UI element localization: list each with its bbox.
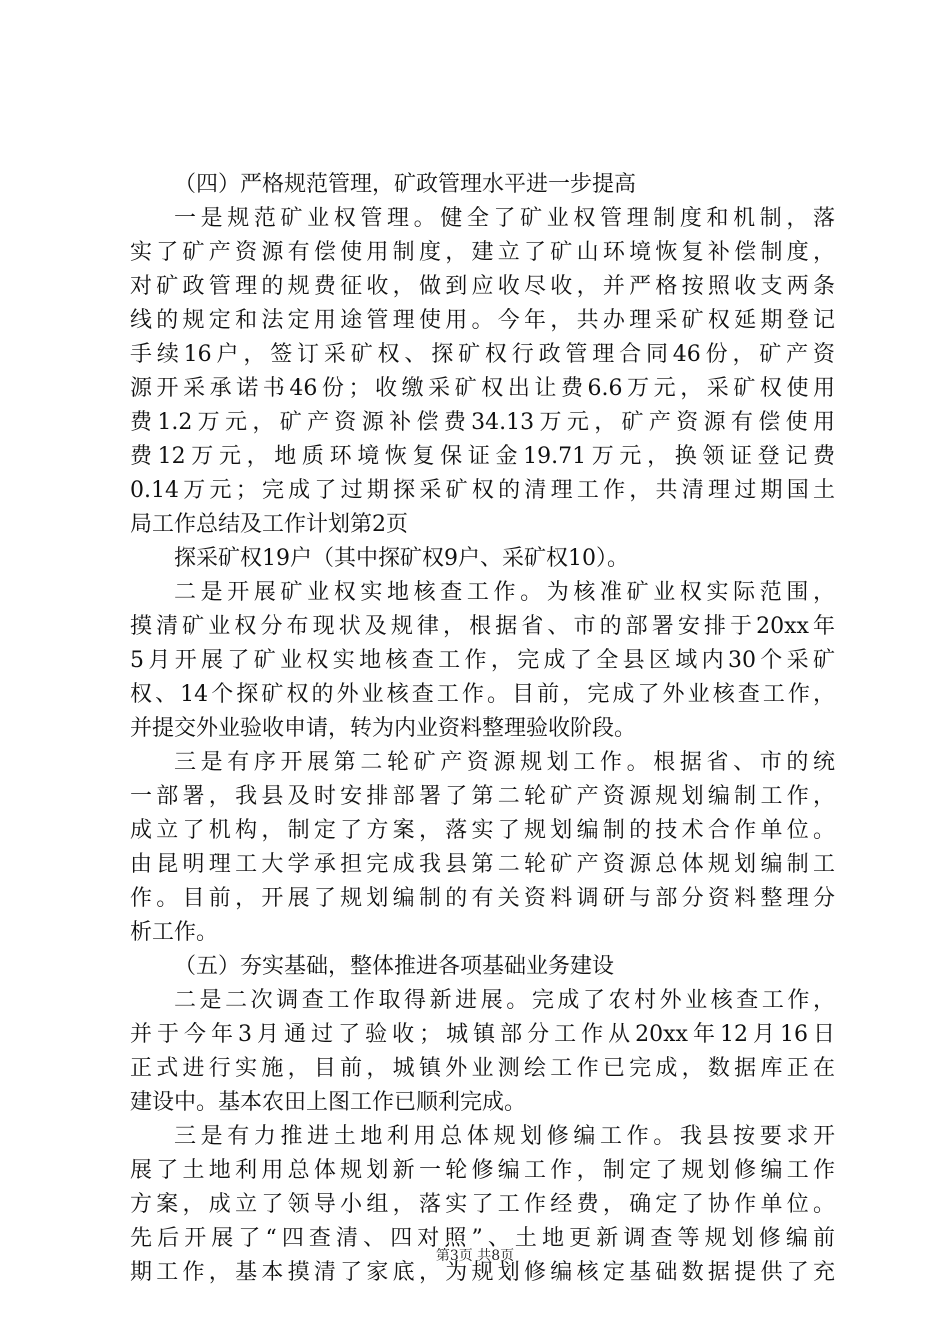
text-line: 先后开展了“四查清、四对照”、土地更新调查等规划修编前: [130, 1226, 835, 1251]
text-line: 展了土地利用总体规划新一轮修编工作，制定了规划修编工作: [130, 1158, 835, 1183]
text-line: 并提交外业验收申请，转为内业资料整理验收阶段。: [130, 716, 637, 741]
text-line: 一是规范矿业权管理。健全了矿业权管理制度和机制，落: [174, 206, 835, 231]
text-line: 三是有力推进土地利用总体规划修编工作。我县按要求开: [174, 1124, 835, 1149]
text-line: 权、14个探矿权的外业核查工作。目前，完成了外业核查工作，: [130, 682, 835, 707]
text-line: 手续16户，签订采矿权、探矿权行政管理合同46份，矿产资: [130, 342, 835, 367]
text-line: 析工作。: [130, 920, 219, 945]
text-line: （四）严格规范管理，矿政管理水平进一步提高: [174, 172, 637, 197]
text-line: （五）夯实基础，整体推进各项基础业务建设: [174, 954, 615, 979]
text-line: 费12万元，地质环境恢复保证金19.71万元，换领证登记费: [130, 444, 835, 469]
text-line: 源开采承诺书46份；收缴采矿权出让费6.6万元，采矿权使用: [130, 376, 835, 401]
text-line: 二是二次调查工作取得新进展。完成了农村外业核查工作，: [174, 988, 835, 1013]
text-line: 建设中。基本农田上图工作已顺利完成。: [130, 1090, 527, 1115]
text-line: 线的规定和法定用途管理使用。今年，共办理采矿权延期登记: [130, 308, 835, 333]
text-line: 实了矿产资源有偿使用制度，建立了矿山环境恢复补偿制度，: [130, 240, 835, 265]
text-line: 5月开展了矿业权实地核查工作，完成了全县区域内30个采矿: [130, 648, 835, 673]
text-line: 探采矿权19户（其中探矿权9户、采矿权10）。: [174, 546, 629, 571]
text-line: 期工作，基本摸清了家底，为规划修编核定基础数据提供了充: [130, 1260, 835, 1285]
text-line: 成立了机构，制定了方案，落实了规划编制的技术合作单位。: [130, 818, 835, 843]
text-line: 0.14万元；完成了过期探采矿权的清理工作，共清理过期国土: [130, 478, 835, 503]
page-footer: 第3页 共8页: [435, 1248, 515, 1264]
text-line: 三是有序开展第二轮矿产资源规划工作。根据省、市的统: [174, 750, 835, 775]
text-line: 局工作总结及工作计划第2页: [130, 512, 408, 537]
document-body: [130, 168, 835, 1290]
text-line: 方案，成立了领导小组，落实了工作经费，确定了协作单位。: [130, 1192, 835, 1217]
text-line: 由昆明理工大学承担完成我县第二轮矿产资源总体规划编制工: [130, 852, 835, 877]
text-line: 对矿政管理的规费征收，做到应收尽收，并严格按照收支两条: [130, 274, 835, 299]
text-line: 作。目前，开展了规划编制的有关资料调研与部分资料整理分: [130, 886, 835, 911]
text-line: 一部署，我县及时安排部署了第二轮矿产资源规划编制工作，: [130, 784, 835, 809]
text-line: 正式进行实施，目前，城镇外业测绘工作已完成，数据库正在: [130, 1056, 835, 1081]
text-line: 二是开展矿业权实地核查工作。为核准矿业权实际范围，: [174, 580, 835, 605]
text-line: 费1.2万元，矿产资源补偿费34.13万元，矿产资源有偿使用: [130, 410, 835, 435]
text-line: 摸清矿业权分布现状及规律，根据省、市的部署安排于20xx年: [130, 614, 835, 639]
text-line: 并于今年3月通过了验收；城镇部分工作从20xx年12月16日: [130, 1022, 835, 1047]
